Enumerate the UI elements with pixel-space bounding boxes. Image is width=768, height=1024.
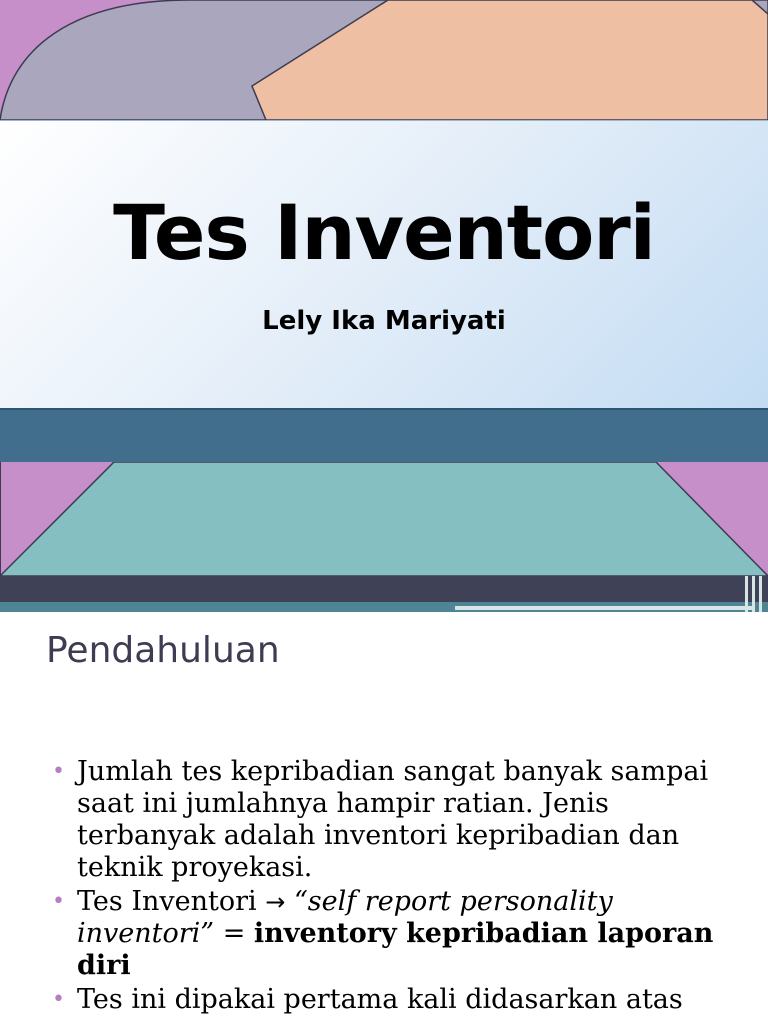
section-heading: Pendahuluan: [46, 630, 280, 671]
bullet-list: [52, 756, 742, 1018]
light-accent-3: [752, 576, 755, 612]
list-item: [52, 886, 742, 982]
bullet-italic-text: “self report personality inventori”: [77, 886, 613, 949]
bullet-text: Tes ini dipakai pertama kali didasarkan atas: [77, 984, 683, 1015]
bullet-dot: •: [52, 889, 65, 914]
list-item: [52, 984, 742, 1016]
bullet-text: Tes Inventori: [77, 886, 266, 917]
teal-trapezoid: [0, 462, 768, 576]
light-accent-2: [745, 576, 748, 612]
list-item: [52, 756, 742, 884]
bullet-dot: •: [52, 759, 65, 784]
arrow-icon: →: [265, 888, 286, 916]
bullet-equals: =: [214, 918, 254, 949]
light-accent-1: [455, 606, 755, 610]
slide-author: Lely Ika Mariyati: [262, 306, 506, 336]
top-decoration: [0, 0, 768, 120]
blue-band: [0, 408, 768, 464]
dark-strip: [0, 576, 768, 602]
bullet-bold-text: inventory kepribadian laporan diri: [77, 918, 714, 981]
light-accent-4: [759, 576, 762, 612]
bullet-dot: •: [52, 987, 65, 1012]
bullet-text: Jumlah tes kepribadian sangat banyak sampai saat ini jumlahnya hampir ratian. Jenis terbanyak adalah inventori kepribadian dan teknik proyekasi.: [77, 756, 709, 883]
bottom-decoration: [0, 462, 768, 612]
slide-title: Tes Inventori: [113, 188, 655, 277]
